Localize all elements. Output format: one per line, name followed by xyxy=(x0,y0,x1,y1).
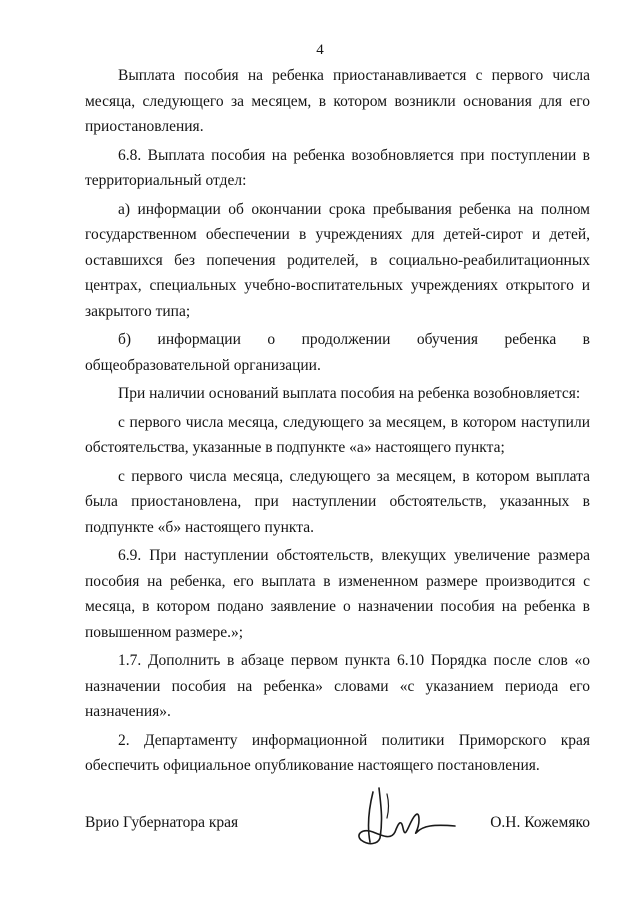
paragraph-1-7: 1.7. Дополнить в абзаце первом пункта 6.10 Порядка после слов «о назначении пособия на ребенка» словами «с указанием периода его назначения». xyxy=(85,652,590,720)
handwritten-signature xyxy=(343,780,463,852)
paragraph-resume-b: с первого числа месяца, следующего за месяцем, в котором выплата была приостановлена, при наступлении обстоятельств, указанных в подпункте «б» настоящего пункта. xyxy=(85,467,590,536)
paragraph-2: 2. Департаменту информационной политики Приморского края обеспечить официальное опубликование настоящего постановления. xyxy=(85,731,590,774)
signatory-title: Врио Губернатора края xyxy=(85,814,239,831)
page-number: 4 xyxy=(316,42,324,58)
paragraph-resume-intro: При наличии оснований выплата пособия на ребенка возобновляется: xyxy=(118,385,581,402)
paragraph-resume-a: с первого числа месяца, следующего за месяцем, в котором наступили обстоятельства, указанные в подпункте «а» настоящего пункта; xyxy=(85,413,590,456)
paragraph-6-8-a: а) информации об окончании срока пребывания ребенка на полном государственном обеспечении в учреждениях для детей-сирот и детей, оставшихся без попечения родителей, в социально-реабилитационных центрах, специальных учебно-воспитательных учреждениях открытого и закрытого типа; xyxy=(85,200,590,320)
signatory-name: О.Н. Кожемяко xyxy=(490,814,590,831)
document-body xyxy=(85,63,590,782)
paragraph-6-8: 6.8. Выплата пособия на ребенка возобновляется при поступлении в территориальный отдел: xyxy=(85,146,590,189)
paragraph-6-9: 6.9. При наступлении обстоятельств, влекущих увеличение размера пособия на ребенка, его выплата в измененном размере производится с месяца, в котором подано заявление о назначении пособия на ребенка в повышенном размере.»; xyxy=(85,547,590,641)
paragraph-suspension: Выплата пособия на ребенка приостанавливается с первого числа месяца, следующего за месяцем, в котором возникли основания для его приостановления. xyxy=(85,67,590,135)
signature-block xyxy=(85,780,590,860)
paragraph-6-8-b: б) информации о продолжении обучения ребенка в общеобразовательной организации. xyxy=(85,331,590,374)
